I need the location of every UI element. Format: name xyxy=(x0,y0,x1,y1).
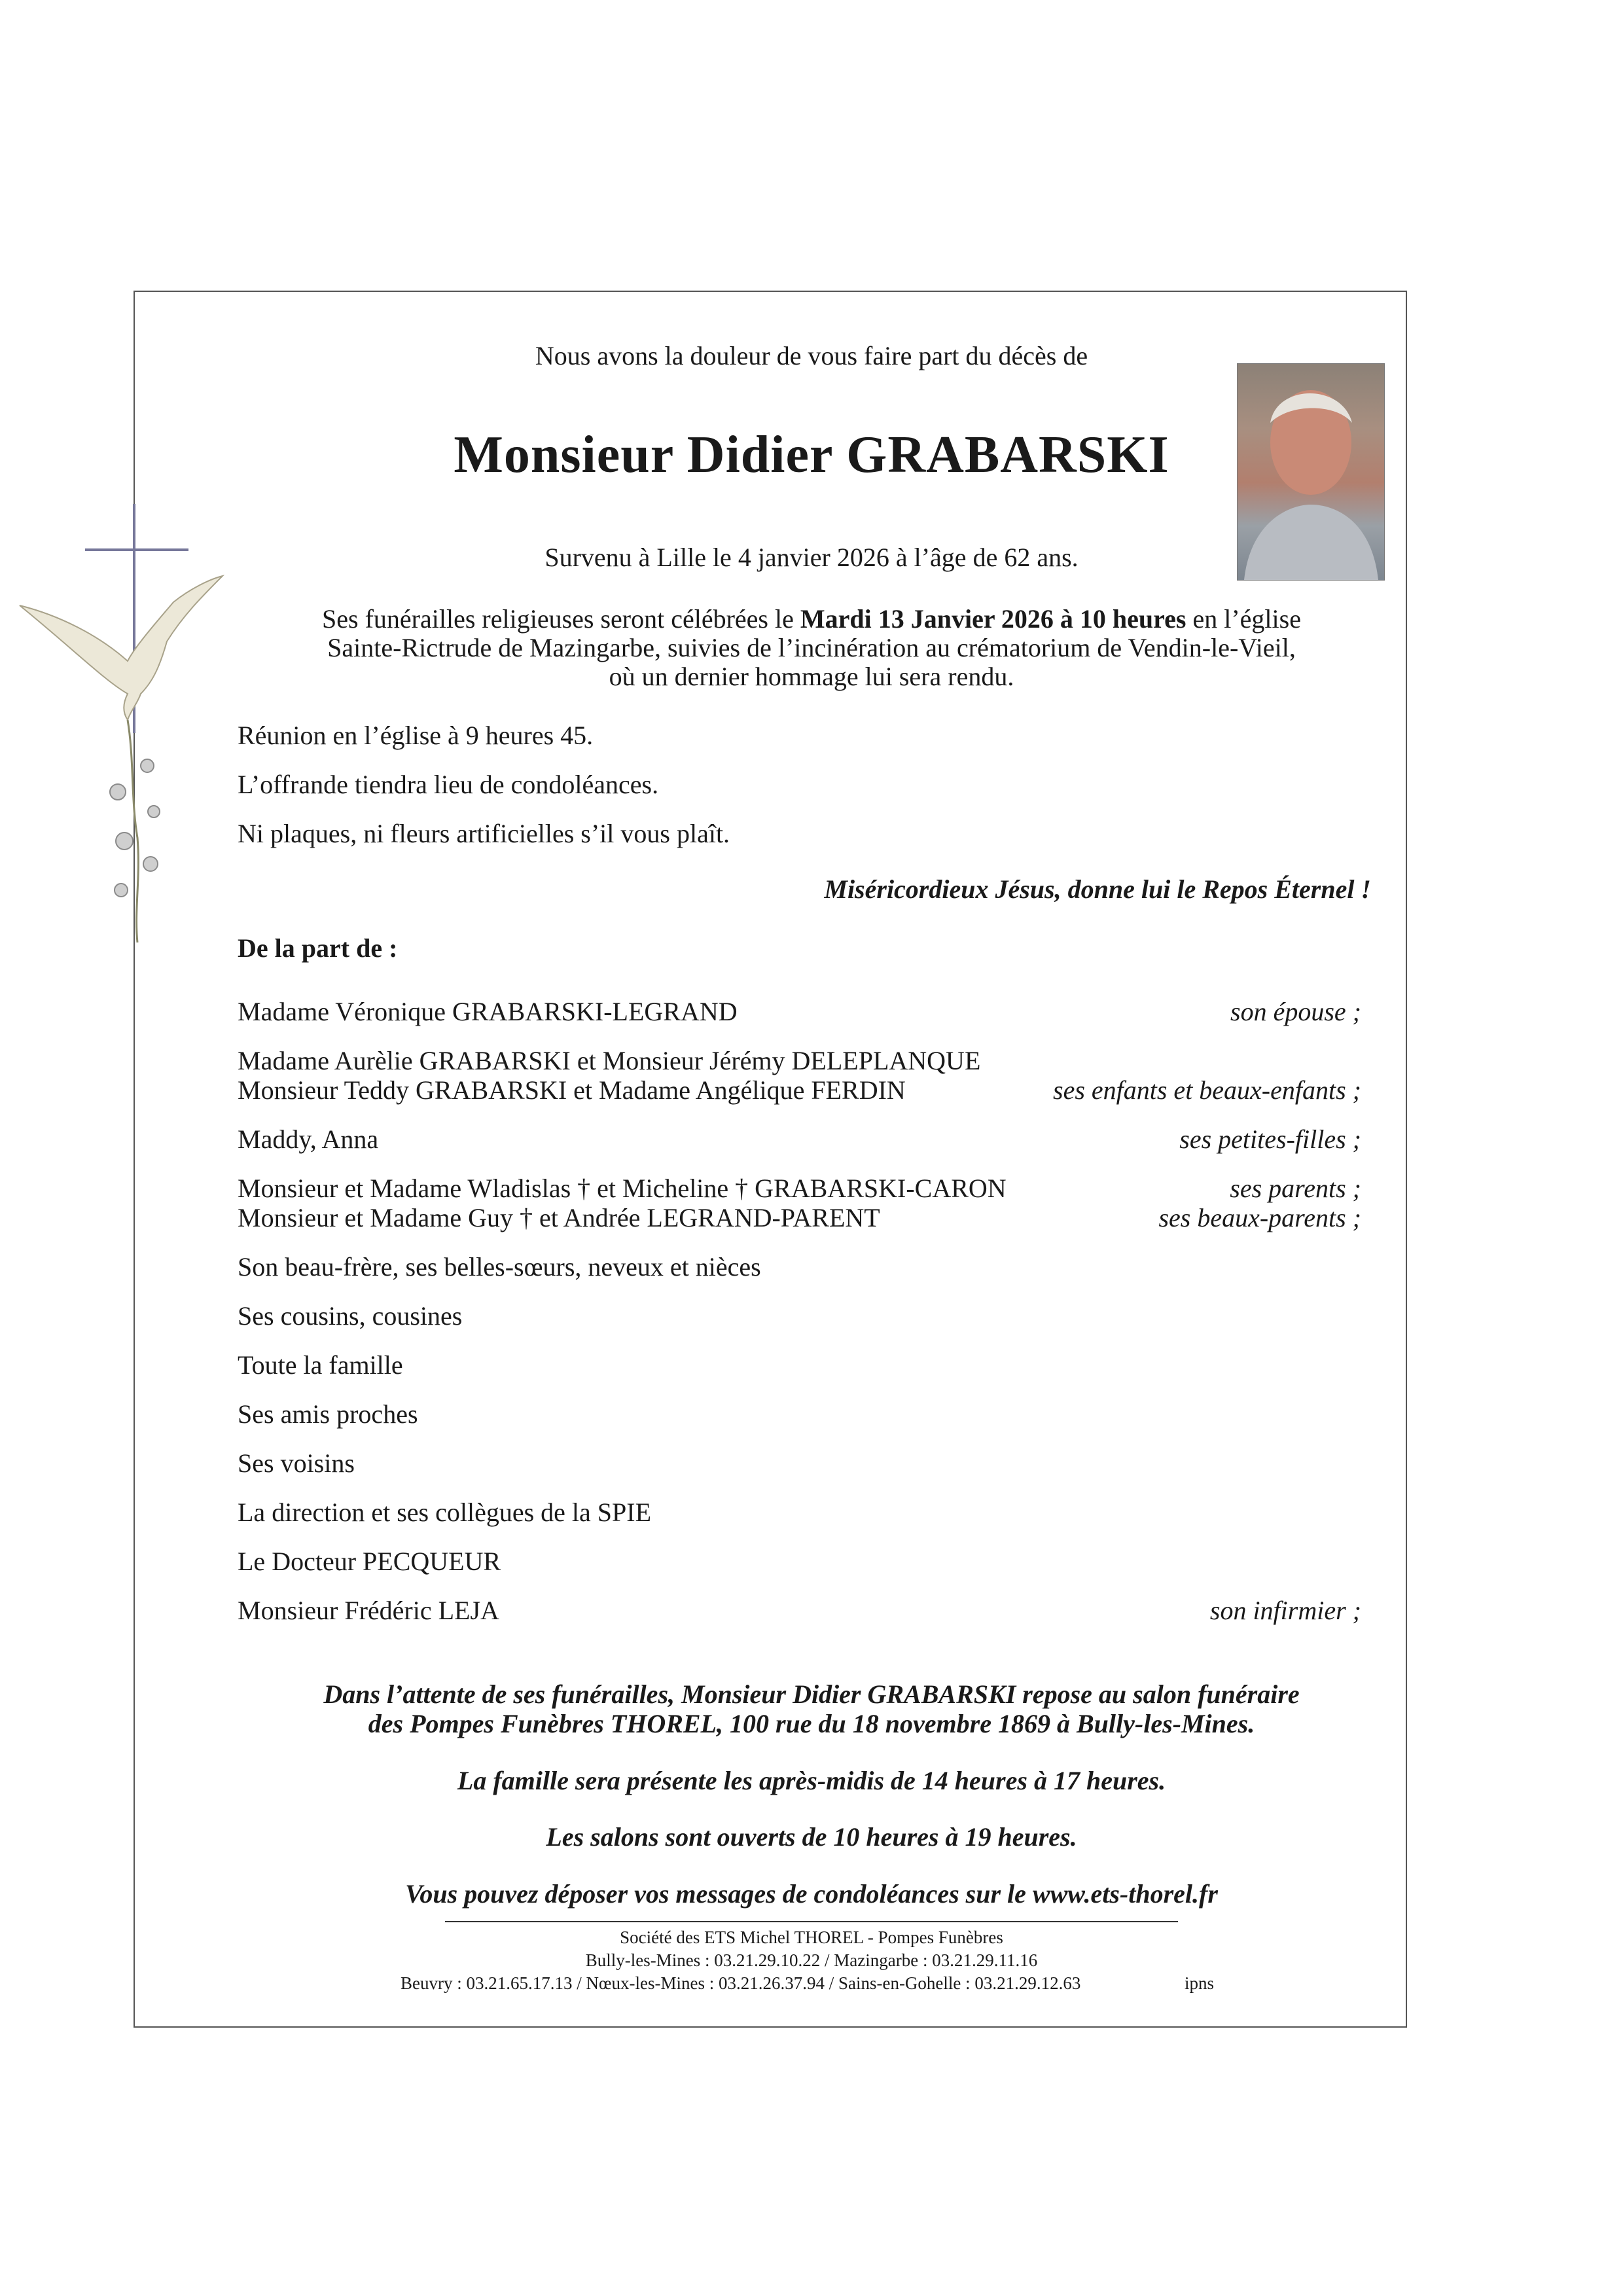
family-name: Le Docteur PECQUEUR xyxy=(238,1547,501,1576)
family-name: Son beau-frère, ses belles-sœurs, neveux et nièces xyxy=(238,1252,761,1282)
deceased-name: Monsieur Didier GRABARSKI xyxy=(454,426,1169,484)
prayer-text: Miséricordieux Jésus, donne lui le Repos Éternel ! xyxy=(824,874,1371,904)
note-flowers: Ni plaques, ni fleurs artificielles s’il vous plaît. xyxy=(238,819,730,848)
family-name: La direction et ses collègues de la SPIE xyxy=(238,1498,652,1527)
footer-company: Société des ETS Michel THOREL - Pompes Funèbres xyxy=(620,1928,1003,1947)
family-name: Monsieur et Madame Wladislas † et Micheline † GRABARSKI-CARON xyxy=(238,1174,1007,1203)
family-relation: ses enfants et beaux-enfants ; xyxy=(1053,1075,1361,1105)
family-name: Maddy, Anna xyxy=(238,1124,379,1154)
funeral-line-2: Sainte-Rictrude de Mazingarbe, suivies de l’incinération au crématorium de Vendin-le-Vieil, xyxy=(327,633,1296,662)
family-name: Madame Aurèlie GRABARSKI et Monsieur Jérémy DELEPLANQUE xyxy=(238,1046,981,1075)
family-name: Madame Véronique GRABARSKI-LEGRAND xyxy=(238,997,738,1026)
family-name: Monsieur et Madame Guy † et Andrée LEGRAND-PARENT xyxy=(238,1203,880,1232)
note-offering: L’offrande tiendra lieu de condoléances. xyxy=(238,770,659,799)
footer-divider xyxy=(445,1921,1178,1922)
family-name: Ses amis proches xyxy=(238,1399,418,1429)
footer-phones-1: Bully-les-Mines : 03.21.29.10.22 / Mazingarbe : 03.21.29.11.16 xyxy=(585,1950,1038,1970)
family-relation: son infirmier ; xyxy=(1209,1596,1361,1625)
note-meeting: Réunion en l’église à 9 heures 45. xyxy=(238,721,594,750)
family-name: Monsieur Teddy GRABARSKI et Madame Angélique FERDIN xyxy=(238,1075,906,1105)
family-name: Ses voisins xyxy=(238,1448,355,1478)
footer-phones-2: Beuvry : 03.21.65.17.13 / Nœux-les-Mines : 03.21.26.37.94 / Sains-en-Gohelle : 03.21.29.12.63 xyxy=(401,1973,1081,1993)
footer-mark: ipns xyxy=(1185,1973,1215,1993)
closing-condolences: Vous pouvez déposer vos messages de condoléances sur le www.ets-thorel.fr xyxy=(405,1879,1218,1909)
family-relation: son épouse ; xyxy=(1230,997,1361,1026)
family-relation: ses parents ; xyxy=(1230,1174,1361,1203)
family-relation: ses petites-filles ; xyxy=(1179,1124,1361,1154)
family-relation: ses beaux-parents ; xyxy=(1158,1203,1361,1232)
closing-salon-hours: Les salons sont ouverts de 10 heures à 19 heures. xyxy=(546,1822,1077,1852)
closing-family-hours: La famille sera présente les après-midis de 14 heures à 17 heures. xyxy=(457,1766,1166,1795)
funeral-line-3: où un dernier hommage lui sera rendu. xyxy=(609,662,1014,691)
family-name: Monsieur Frédéric LEJA xyxy=(238,1596,499,1625)
from-heading: De la part de : xyxy=(238,933,398,963)
death-details: Survenu à Lille le 4 janvier 2026 à l’âge de 62 ans. xyxy=(544,543,1079,572)
intro-text: Nous avons la douleur de vous faire part du décès de xyxy=(535,341,1088,370)
family-name: Toute la famille xyxy=(238,1350,403,1380)
closing-line-1: Dans l’attente de ses funérailles, Monsieur Didier GRABARSKI repose au salon funéraire xyxy=(323,1679,1300,1709)
closing-line-2: des Pompes Funèbres THOREL, 100 rue du 18 novembre 1869 à Bully-les-Mines. xyxy=(368,1709,1255,1738)
funeral-line-1: Ses funérailles religieuses seront célébrées le Mardi 13 Janvier 2026 à 10 heures en l’église xyxy=(322,604,1301,634)
family-name: Ses cousins, cousines xyxy=(238,1301,463,1331)
flower-stem-icon xyxy=(128,720,138,942)
